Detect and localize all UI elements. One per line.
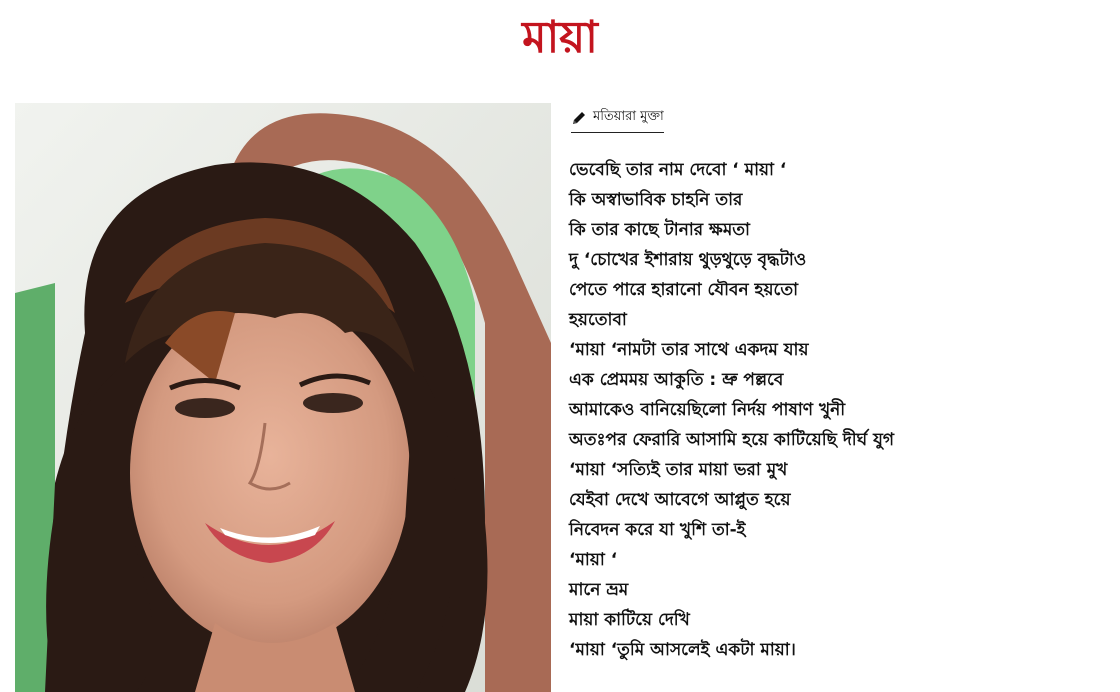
poem-line: নিবেদন করে যা খুশি তা-ই xyxy=(569,520,746,540)
poem-line: মানে ভ্রম xyxy=(569,580,629,600)
poem-line: কি অস্বাভাবিক চাহনি তার xyxy=(569,190,743,210)
author-name[interactable]: মতিয়ারা মুক্তা xyxy=(593,109,664,124)
poem-line: কি তার কাছে টানার ক্ষমতা xyxy=(569,220,750,240)
poem-line: ‘মায়া ‘সত্যিই তার মায়া ভরা মুখ xyxy=(569,460,788,480)
poem-body xyxy=(569,155,1089,665)
article-title: মায়া xyxy=(522,12,598,63)
poem-line: মায়া কাটিয়ে দেখি xyxy=(569,610,690,630)
poem-line: পেতে পারে হারানো যৌবন হয়তো xyxy=(569,280,799,300)
poem-line: হয়তোবা xyxy=(569,310,627,330)
poem-line: অতঃপর ফেরারি আসামি হয়ে কাটিয়েছি দীর্ঘ যুগ xyxy=(569,430,895,450)
poem-line: ‘মায়া ‘তুমি আসলেই একটা মায়া। xyxy=(569,640,796,660)
poem-line: আমাকেও বানিয়েছিলো নির্দয় পাষাণ খুনী xyxy=(569,400,846,420)
pencil-icon xyxy=(571,110,587,126)
author-photo xyxy=(15,103,551,692)
poem-line: দু ‘চোখের ইশারায় থুড়থুড়ে বৃদ্ধটাও xyxy=(569,250,807,270)
poem-line: ‘মায়া ‘নামটা তার সাথে একদম যায় xyxy=(569,340,809,360)
poem-line: যেইবা দেখে আবেগে আপ্লুত হয়ে xyxy=(569,490,791,510)
poem-line: এক প্রেমময় আকুতি : ভ্রু পল্লবে xyxy=(569,370,784,390)
poem-line: ‘মায়া ‘ xyxy=(569,550,618,570)
poem-line: ভেবেছি তার নাম দেবো ‘ মায়া ‘ xyxy=(569,160,787,180)
author-byline[interactable] xyxy=(571,107,664,133)
